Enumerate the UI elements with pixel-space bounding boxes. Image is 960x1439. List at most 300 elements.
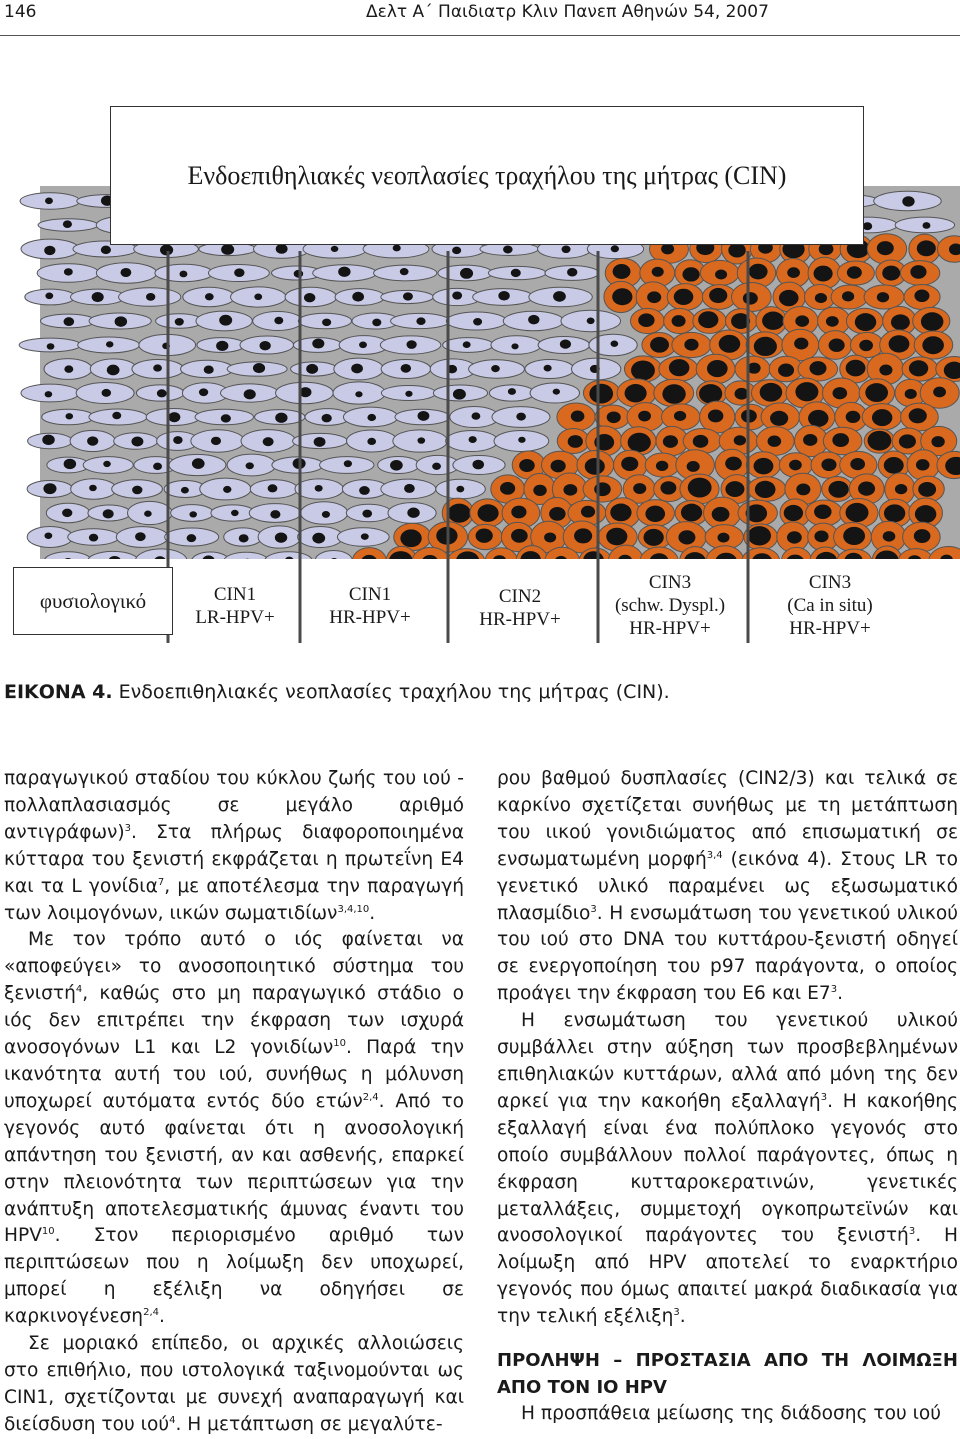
stage-line2: HR-HPV+ (329, 607, 411, 628)
nucleus (179, 271, 187, 278)
nucleus (276, 244, 288, 254)
nucleus (829, 339, 845, 352)
stage-line1: CIN1 (348, 584, 392, 605)
nucleus (815, 293, 827, 303)
nucleus (828, 481, 848, 498)
nucleus (518, 437, 525, 443)
nucleus (833, 387, 848, 399)
nucleus (718, 533, 730, 543)
nucleus (889, 335, 910, 352)
nucleus (688, 478, 712, 498)
nucleus (270, 510, 280, 518)
nucleus (204, 366, 214, 374)
nucleus (533, 485, 546, 496)
nucleus (585, 458, 605, 475)
nucleus (62, 509, 72, 518)
nucleus (508, 388, 516, 395)
stage-line2: HR-HPV+ (479, 609, 561, 630)
nucleus (568, 435, 583, 448)
nucleus (192, 458, 205, 469)
nucleus (693, 435, 709, 448)
nucleus (406, 340, 416, 349)
nucleus (294, 270, 303, 278)
paragraph: ρου βαθμού δυσπλασίες (CIN2/3) και τελικά σε καρκίνο σχετίζεται συνήθως με τη μετάπτωση του ιικού γονιδιώματος από επισωματική σε ενσωματωμένη μορφή$^{3,4}$ (εικόνα 4). Στους LR το γενετικό υλικό παραμένει ως εξωσωματικό πλασμίδιο$^3$. Η ενσωμάτωση του γενετικού υλικού του ιού στο DNA του κυττάρου-ξενιστή οδηγεί σε ενεργοποίηση του p97 παράγοντα, ο οποίος προάγει την έκφραση του E6 και $E7^3$. (497, 768, 958, 1005)
nucleus (846, 503, 869, 522)
nucleus (749, 264, 768, 280)
nucleus (754, 458, 774, 475)
nucleus (254, 293, 262, 300)
stage-line2: LR-HPV+ (195, 607, 275, 628)
nucleus (338, 267, 350, 277)
nucleus (89, 485, 97, 491)
nucleus (115, 316, 127, 326)
nucleus (45, 293, 53, 300)
nucleus (187, 534, 197, 542)
nucleus (611, 245, 619, 252)
nucleus (809, 361, 826, 375)
nucleus (234, 268, 244, 277)
stage-label-cin1-hr (305, 583, 435, 629)
nucleus (511, 506, 526, 519)
nucleus (660, 481, 676, 494)
nucleus (372, 319, 381, 327)
nucleus (909, 408, 927, 423)
nucleus (516, 413, 526, 421)
nucleus (432, 463, 441, 470)
running-head (0, 0, 960, 26)
nucleus (199, 388, 208, 396)
stage-line2: (Ca in situ) (787, 595, 873, 616)
nucleus (168, 412, 180, 422)
nucleus (562, 246, 571, 254)
nucleus (304, 293, 315, 302)
stage-line1: CIN1 (213, 584, 257, 605)
nucleus (795, 382, 818, 401)
nucleus (144, 511, 152, 517)
nucleus (858, 482, 875, 496)
nucleus (205, 293, 214, 300)
nucleus (322, 414, 332, 423)
paragraph: Σε μοριακό επίπεδο, οι αρχικές αλλοιώσεις στο επιθήλιο, που ιστολογικά ταξινομούνται ως CIN1, σχετίζονται με συνεχή αναπαραγωγή και διείσδυση του ιού$^4$. Η μετάπτωση σε μεγαλύτε- (4, 1333, 464, 1435)
nucleus (491, 365, 500, 372)
nucleus (574, 528, 592, 543)
nucleus (899, 434, 916, 448)
nucleus (872, 409, 892, 426)
nucleus (43, 483, 56, 494)
nucleus (312, 533, 325, 544)
nucleus (101, 246, 111, 254)
nucleus (669, 359, 690, 376)
nucleus (621, 457, 638, 471)
nucleus (322, 319, 331, 327)
nucleus (931, 436, 944, 447)
nucleus (351, 364, 363, 374)
nucleus (157, 389, 167, 397)
nucleus (359, 341, 367, 348)
section-heading: ΠΡΟΛΗΨΗ – ΠΡΟΣΤΑΣΙΑ ΑΠΟ ΤΗ ΛΟΙΜΩΞΗ ΑΠΟ ΤΟΝ ΙΟ HPV (497, 1350, 958, 1399)
nucleus (923, 222, 931, 229)
nucleus (672, 315, 686, 327)
nucleus (662, 384, 685, 404)
nucleus (915, 505, 936, 523)
nucleus (868, 431, 892, 451)
nucleus (153, 364, 162, 371)
nucleus (260, 341, 271, 350)
nucleus (367, 414, 376, 421)
nucleus (625, 384, 647, 402)
nucleus (268, 484, 278, 492)
nucleus (914, 290, 929, 303)
nucleus (842, 291, 854, 301)
nucleus (917, 240, 936, 256)
nucleus (189, 511, 197, 517)
nucleus (650, 337, 669, 353)
nucleus (45, 198, 53, 205)
nucleus (902, 196, 914, 206)
nucleus (219, 315, 232, 326)
nucleus (682, 267, 699, 281)
nucleus (784, 505, 803, 521)
nucleus (910, 265, 926, 279)
nucleus (120, 268, 131, 277)
nucleus (452, 247, 461, 255)
nucleus (103, 509, 114, 518)
nucleus (275, 532, 287, 542)
nucleus (883, 531, 896, 542)
nucleus (909, 360, 928, 376)
nucleus (405, 391, 412, 397)
stage-line1: CIN3 (808, 572, 852, 593)
nucleus (64, 268, 73, 275)
nucleus (362, 510, 372, 518)
nucleus (847, 266, 862, 278)
nucleus (42, 435, 54, 445)
nucleus (859, 340, 873, 351)
paragraph: Η ενσωμάτωση του γενετικού υλικού συμβάλλει στην αύξηση των προσβεβλημένων επιθηλιακών κυττάρων, αλλά από μόνη της δεν αρκεί για την κακοήθη εξαλλαγή$^3$. Η κακοήθης εξαλλαγή είναι ένα πολύπλοκο γεγονός στο οποίο συμβάλλουν πολλοί παράγοντες, όπως η έκφραση κυτταροκερατινών, γενετικές μεταλλάξεις, συμμετοχή ογκοπρωτεϊνών και ανοσολογικοί παράγοντες του ξενιστή$^3$. Η λοίμωξη από HPV αποτελεί το εναρκτήριο γεγονός που όμως απαιτεί μακρά διαδικασία για την τελική εξέλιξη$^3$. (497, 1010, 959, 1328)
stage-line2: (schw. Dyspl.) (614, 595, 726, 616)
nucleus (643, 529, 663, 546)
nucleus (884, 457, 904, 474)
nucleus (274, 317, 283, 324)
nucleus (633, 483, 646, 494)
nucleus (553, 291, 566, 302)
nucleus (403, 292, 413, 300)
nucleus (725, 457, 742, 471)
nucleus (855, 313, 876, 331)
nucleus (107, 365, 120, 376)
nucleus (456, 486, 464, 493)
nucleus (760, 383, 783, 402)
nucleus (698, 311, 718, 328)
nucleus (472, 460, 484, 470)
nucleus (863, 222, 872, 230)
nucleus (681, 504, 702, 522)
nucleus (361, 533, 369, 540)
nucleus (743, 292, 758, 304)
nucleus (239, 534, 249, 542)
nucleus (175, 318, 184, 326)
nucleus (352, 292, 364, 302)
nucleus (223, 486, 231, 493)
nucleus (500, 482, 515, 495)
stage-line1: CIN2 (498, 586, 542, 607)
nucleus (581, 506, 595, 518)
nucleus (882, 266, 900, 281)
nucleus (563, 484, 577, 496)
nucleus (401, 364, 411, 373)
nucleus (795, 315, 809, 326)
nucleus (638, 411, 651, 422)
nucleus (553, 389, 560, 395)
nucleus (469, 436, 477, 443)
nucleus (567, 268, 577, 277)
stage-line3: HR-HPV+ (629, 618, 711, 639)
stage-line3: HR-HPV+ (789, 618, 871, 639)
stage-line1: CIN3 (648, 572, 692, 593)
nucleus (808, 410, 828, 427)
nucleus (884, 504, 905, 522)
nucleus (684, 339, 698, 351)
nucleus (606, 528, 627, 546)
nucleus (821, 458, 836, 471)
nucleus (253, 363, 265, 373)
nucleus (846, 360, 866, 377)
nucleus (663, 435, 678, 448)
figure-cin (0, 91, 960, 671)
nucleus (921, 312, 943, 331)
nucleus (246, 462, 254, 469)
stage-label-cin1-lr (180, 583, 290, 629)
nucleus (787, 267, 800, 278)
nucleus (778, 364, 794, 377)
nucleus (498, 291, 509, 301)
nucleus (135, 532, 146, 541)
nucleus (231, 510, 239, 516)
nucleus (359, 486, 370, 495)
nucleus (87, 436, 98, 445)
paragraph: Η προσπάθεια μείωσης της διάδοσης του ιού (521, 1403, 942, 1425)
nucleus (787, 531, 802, 543)
nucleus (707, 360, 728, 377)
nucleus (748, 526, 771, 545)
nucleus (712, 507, 730, 522)
nucleus (153, 463, 162, 470)
nucleus (472, 412, 481, 419)
nucleus (306, 364, 318, 374)
nucleus (322, 511, 330, 518)
nucleus (393, 245, 401, 252)
nucleus (587, 318, 595, 325)
nucleus (678, 530, 695, 544)
nucleus (463, 341, 471, 348)
nucleus (44, 246, 55, 255)
nucleus (216, 341, 228, 351)
nucleus (47, 343, 55, 349)
nucleus (735, 388, 749, 400)
nucleus (263, 437, 274, 446)
nucleus (803, 434, 817, 446)
journal-citation: Δελτ Α΄ Παιδιατρ Κλιν Πανεπ Αθηνών 54, 2007 (366, 2, 769, 22)
nucleus (789, 460, 802, 471)
nucleus (103, 461, 111, 467)
nucleus (549, 507, 565, 521)
nucleus (719, 335, 741, 353)
nucleus (656, 461, 668, 471)
nucleus (922, 336, 944, 354)
nucleus (331, 246, 339, 252)
nucleus (843, 527, 865, 545)
nucleus (511, 529, 528, 543)
nucleus (473, 318, 482, 325)
nucleus (755, 481, 776, 498)
nucleus (519, 459, 535, 472)
nucleus (511, 269, 521, 277)
nucleus (45, 391, 53, 397)
nucleus (275, 413, 287, 423)
nucleus (850, 458, 865, 470)
nucleus (400, 268, 409, 275)
nucleus (918, 482, 936, 497)
nucleus (734, 435, 746, 445)
nucleus (173, 436, 182, 444)
nucleus (877, 241, 894, 255)
nucleus (754, 337, 777, 356)
stage-label-cin3-dysplasia (595, 571, 745, 640)
nucleus (674, 289, 694, 305)
header-rule (0, 35, 960, 36)
nucleus (725, 481, 744, 497)
nucleus (905, 389, 917, 399)
nucleus (315, 485, 323, 492)
nucleus (416, 317, 425, 325)
nucleus (64, 317, 75, 326)
right-column (497, 766, 958, 1428)
nucleus (404, 484, 415, 493)
nucleus (796, 484, 810, 496)
nucleus (846, 411, 861, 423)
nucleus (709, 288, 727, 303)
nucleus (106, 341, 114, 347)
paragraph: παραγωγικού σταδίου του κύκλου ζωής του ιού - πολλαπλασιασμός σε μεγάλο αριθμό αντιγράφων)$^3$. Στα πλήρως διαφοροποιημένα κύτταρα του ξενιστή εκφράζεται η πρωτεΐνη E4 και τα L γονίδια$^7$, με αποτέλεσμα την παραγωγή των λοιμογόνων, ιικών σωματιδίων$^{3,4,10}$. (4, 768, 464, 924)
nucleus (814, 504, 831, 519)
nucleus (102, 389, 111, 397)
nucleus (131, 437, 143, 447)
nucleus (661, 244, 674, 255)
nucleus (628, 433, 651, 452)
nucleus (770, 411, 788, 426)
nucleus (112, 412, 121, 419)
nucleus (699, 384, 722, 403)
nucleus (612, 288, 632, 305)
nucleus (613, 264, 631, 279)
nucleus (244, 389, 256, 399)
nucleus (589, 384, 613, 404)
nucleus (715, 269, 727, 279)
stage-label-cin2 (450, 585, 590, 631)
caption-label: ΕΙΚΟΝΑ 4. (4, 681, 113, 703)
nucleus (221, 414, 231, 422)
figure-title: Ενδοεπιθηλιακές νεοπλασίες τραχήλου της μήτρας (CIN) (110, 106, 864, 245)
nucleus (647, 291, 661, 303)
nucleus (64, 459, 76, 469)
nucleus (865, 383, 888, 402)
nucleus (503, 246, 513, 254)
nucleus (674, 411, 686, 421)
nucleus (814, 266, 833, 282)
nucleus (417, 437, 425, 443)
nucleus (768, 436, 782, 447)
caption-text: Ενδοεπιθηλιακές νεοπλασίες τραχήλου της μήτρας (CIN). (112, 681, 670, 703)
nucleus (63, 220, 72, 228)
nucleus (728, 243, 745, 258)
nucleus (390, 460, 403, 471)
nucleus (476, 529, 493, 543)
nucleus (181, 487, 189, 494)
nucleus (814, 530, 828, 542)
nucleus (933, 387, 946, 398)
nucleus (92, 292, 104, 302)
nucleus (132, 486, 142, 495)
nucleus (355, 391, 362, 397)
nucleus (645, 506, 665, 522)
nucleus (891, 314, 910, 330)
nucleus (544, 365, 552, 372)
nucleus (779, 290, 799, 306)
nucleus (478, 504, 499, 522)
page-number: 146 (4, 2, 37, 22)
nucleus (560, 340, 571, 349)
nucleus (448, 504, 471, 523)
nucleus (528, 315, 539, 324)
nucleus (452, 291, 462, 299)
nucleus (762, 312, 784, 330)
nucleus (794, 338, 808, 350)
nucleus (418, 411, 430, 421)
stage-label-cin3-cis (760, 571, 900, 640)
nucleus (211, 437, 221, 445)
nucleus (312, 338, 324, 348)
nucleus (607, 411, 621, 423)
nucleus (687, 461, 700, 472)
nucleus (221, 244, 234, 255)
nucleus (652, 267, 664, 277)
nucleus (826, 316, 839, 327)
nucleus (460, 268, 473, 279)
nucleus (877, 292, 889, 302)
nucleus (631, 360, 655, 380)
nucleus (916, 459, 930, 470)
left-column (4, 766, 464, 1439)
nucleus (551, 460, 566, 473)
nucleus (638, 313, 654, 327)
paragraph: Με τον τρόπο αυτό ο ιός φαίνεται να «αποφεύγει» το ανοσοποιητικό σύστημα του ξενιστή$^4$, καθώς στο μη παραγωγικό στάδιο ο ιός δεν επιτρέπει την έκφραση των ισχυρά ανοσογόνων L1 και L2 γονιδίων$^{10}$. Παρά την ικανότητα αυτή του ιού, συνήθως η μόλυνση υποχωρεί αυτόματα εντός δύο ετών$^{2,4}$. Από το γεγονός αυτό φαίνεται ότι η ανοσολογική απάντηση του ξενιστή, αν και ασθενής, επαρκεί στην πλειονότητα των περιπτώσεων για την ανάπτυξη αποτελεσματικής άμυνας έναντι του HPV$^{10}$. Στον περιορισμένο αριθμό των περιπτώσεων που η λοίμωξη δεν υποχωρεί, μπορεί η εξέλιξη να οδηγήσει σε καρκινογένεση$^{2,4}$. (4, 929, 465, 1328)
nucleus (895, 484, 907, 494)
nucleus (879, 365, 892, 376)
nucleus (64, 365, 73, 372)
nucleus (708, 410, 723, 423)
nucleus (914, 529, 931, 543)
nucleus (453, 389, 466, 400)
nucleus (367, 438, 376, 445)
nucleus (89, 534, 98, 542)
nucleus (146, 293, 155, 301)
nucleus (44, 532, 52, 538)
nucleus (344, 460, 352, 467)
nucleus (544, 532, 556, 542)
nucleus (571, 411, 585, 422)
nucleus (314, 437, 326, 447)
nucleus (400, 529, 421, 547)
